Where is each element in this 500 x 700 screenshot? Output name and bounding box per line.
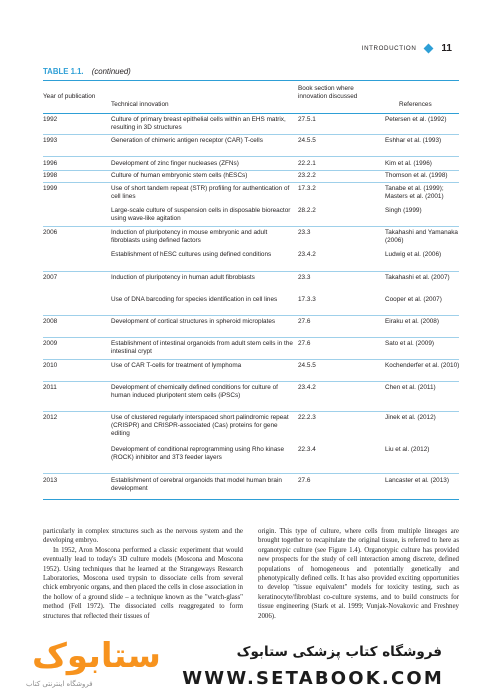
- row-divider: [43, 411, 459, 412]
- cell-reference: Thomson et al. (1998): [385, 172, 448, 179]
- table-header-rule: [43, 113, 459, 114]
- table-caption: [43, 67, 131, 76]
- cell-innovation: Use of DNA barcoding for species identification in cell lines: [111, 296, 278, 303]
- cell-innovation: Use of clustered regularly interspaced short palindromic repeat (CRISPR) and CRISPR-associated (Cas) proteins for gene editing: [111, 414, 289, 438]
- cell-reference: Kochenderfer et al. (2010): [385, 362, 460, 369]
- cell-section: 23.3: [298, 229, 311, 236]
- cell-innovation: Development of chemically defined conditions for culture of human induced pluripotent stem cells (iPSCs): [111, 384, 278, 400]
- cell-section: 22.2.3: [298, 414, 316, 421]
- cell-section: 23.4.2: [298, 384, 316, 391]
- cell-reference: Tanabe et al. (1999); Masters et al. (2001): [385, 185, 444, 201]
- cell-reference: Lancaster et al. (2013): [385, 477, 449, 484]
- cell-innovation: Development of cortical structures in spheroid microplates: [111, 318, 276, 325]
- cell-innovation: Use of CAR T-cells for treatment of lymphoma: [111, 362, 242, 369]
- cell-section: 24.5.5: [298, 362, 316, 369]
- cell-innovation: Establishment of cerebral organoids that model human brain development: [111, 477, 282, 493]
- cell-section: 27.6: [298, 477, 311, 484]
- cell-innovation: Establishment of hESC cultures using defined conditions: [111, 251, 272, 258]
- cell-reference: Singh (1999): [385, 207, 422, 214]
- paragraph: origin. This type of culture, where cells from multiple lineages are brought together to recapitulate the original tissue, is referred to here as organotypic culture (see Figure 1.4). Organotypic culture has provided new prospects for the study of cell interaction among discrete, defined populations of homogeneous and potentially genetically and phenotypically defined cells. It has also provided exciting opportunities to develop "tissue equivalent" models for toxicity testing, such as keratinocyte/fibroblast co-culture systems, and to build constructs for tissue engineering (Stark et al. 1999; Vunjak-Novakovic and Freshney 2006).: [258, 528, 459, 620]
- cell-reference: Takahashi and Yamanaka (2006): [385, 229, 458, 245]
- cell-section: 27.5.1: [298, 116, 316, 123]
- row-divider: [43, 315, 459, 316]
- row-divider: [43, 182, 459, 183]
- column-header-section: Book section where innovation discussed: [298, 85, 358, 101]
- cell-year: 2009: [43, 340, 58, 347]
- cell-innovation: Culture of primary breast epithelial cells within an EHS matrix, resulting in 3D structures: [111, 116, 286, 132]
- cell-year: 1998: [43, 172, 58, 179]
- cell-section: 23.4.2: [298, 251, 316, 258]
- cell-reference: Chen et al. (2011): [385, 384, 436, 391]
- cell-section: 17.3.3: [298, 296, 316, 303]
- row-divider: [43, 170, 459, 171]
- cell-reference: Cooper et al. (2007): [385, 296, 442, 303]
- cell-section: 23.2.2: [298, 172, 316, 179]
- cell-reference: Kim et al. (1996): [385, 160, 432, 167]
- cell-reference: Jinek et al. (2012): [385, 414, 436, 421]
- row-divider: [43, 134, 459, 135]
- cell-innovation: Large-scale culture of suspension cells in disposable bioreactor using wave-like agitation: [111, 207, 291, 223]
- row-divider: [43, 337, 459, 338]
- cell-year: 2008: [43, 318, 58, 325]
- diamond-icon: [424, 43, 434, 53]
- cell-innovation: Induction of pluripotency in human adult fibroblasts: [111, 274, 255, 281]
- row-divider: [43, 226, 459, 227]
- cell-reference: Liu et al. (2012): [385, 446, 430, 453]
- cell-reference: Takahashi et al. (2007): [385, 274, 450, 281]
- row-divider: [43, 156, 459, 157]
- body-column-left: [43, 527, 243, 621]
- table-continued: (continued): [91, 67, 131, 76]
- cell-year: 2013: [43, 477, 58, 484]
- column-header-innovation: Technical innovation: [111, 101, 169, 108]
- watermark-banner: [0, 630, 500, 700]
- cell-innovation: Establishment of intestinal organoids from adult stem cells in the intestinal crypt: [111, 340, 293, 356]
- table-bottom-rule: [43, 499, 459, 500]
- cell-reference: Eiraku et al. (2008): [385, 318, 439, 325]
- cell-year: 2010: [43, 362, 58, 369]
- cell-year: 2011: [43, 384, 57, 391]
- cell-section: 27.6: [298, 318, 311, 325]
- cell-section: 28.2.2: [298, 207, 316, 214]
- cell-year: 2012: [43, 414, 58, 421]
- running-header: [362, 42, 452, 54]
- logo-tagline: فروشگاه اینترنتی کتاب: [26, 680, 93, 688]
- cell-reference: Ludwig et al. (2006): [385, 251, 442, 258]
- column-header-references: References: [399, 101, 432, 108]
- column-header-year: Year of publication: [43, 93, 96, 100]
- table-top-rule: [43, 80, 459, 81]
- cell-year: 2006: [43, 229, 58, 236]
- cell-year: 1992: [43, 116, 58, 123]
- paragraph: In 1952, Aron Moscona performed a classic experiment that would eventually lead to today's 3D culture models (Moscona and Moscona 1952). Using techniques that he learned at the Strangeways Research Laboratories, Moscona used trypsin to dissociate cells from several chick embryonic organs, and then placed the cells in close association in the hollow of a ground slide – a technique known as the "watch-glass" method (Fell 1972). The dissociated cells reaggregated to form structures that reflected their tissues of: [43, 546, 243, 620]
- row-divider: [43, 271, 459, 272]
- page-number: 11: [441, 42, 452, 54]
- section-title: INTRODUCTION: [361, 44, 417, 52]
- cell-year: 1999: [43, 185, 58, 192]
- cell-innovation: Development of conditional reprogramming using Rho kinase (ROCK) inhibitor and 3T3 feeder layers: [111, 446, 284, 462]
- cell-section: 24.5.5: [298, 137, 316, 144]
- logo-wordmark: ستابوک: [32, 636, 161, 676]
- cell-section: 17.3.2: [298, 185, 316, 192]
- cell-innovation: Culture of human embryonic stem cells (hESCs): [111, 172, 248, 179]
- table-label: TABLE 1.1.: [43, 67, 84, 76]
- row-divider: [43, 473, 459, 474]
- paragraph: particularly in complex structures such as the nervous system and the developing embryo.: [43, 528, 243, 545]
- cell-section: 23.3: [298, 274, 311, 281]
- cell-innovation: Use of short tandem repeat (STR) profiling for authentication of cell lines: [111, 185, 290, 201]
- cell-innovation: Development of zinc finger nucleases (ZFNs): [111, 160, 239, 167]
- cell-innovation: Induction of pluripotency in mouse embryonic and adult fibroblasts using defined factors: [111, 229, 268, 245]
- row-divider: [43, 359, 459, 360]
- row-divider: [43, 381, 459, 382]
- cell-year: 1996: [43, 160, 58, 167]
- body-column-right: [258, 527, 459, 621]
- cell-year: 1993: [43, 137, 58, 144]
- cell-innovation: Generation of chimeric antigen receptor (CAR) T-cells: [111, 137, 263, 144]
- cell-section: 22.3.4: [298, 446, 316, 453]
- cell-section: 27.6: [298, 340, 311, 347]
- cell-year: 2007: [43, 274, 58, 281]
- store-url-link[interactable]: WWW.SETABOOK.COM: [182, 668, 444, 689]
- cell-reference: Petersen et al. (1992): [385, 116, 447, 123]
- cell-section: 22.2.1: [298, 160, 316, 167]
- cell-reference: Eshhar et al. (1993): [385, 137, 442, 144]
- store-name: فروشگاه کتاب پزشکی ستابوک: [236, 644, 442, 660]
- cell-reference: Sato et al. (2009): [385, 340, 435, 347]
- setabook-logo: [18, 636, 161, 696]
